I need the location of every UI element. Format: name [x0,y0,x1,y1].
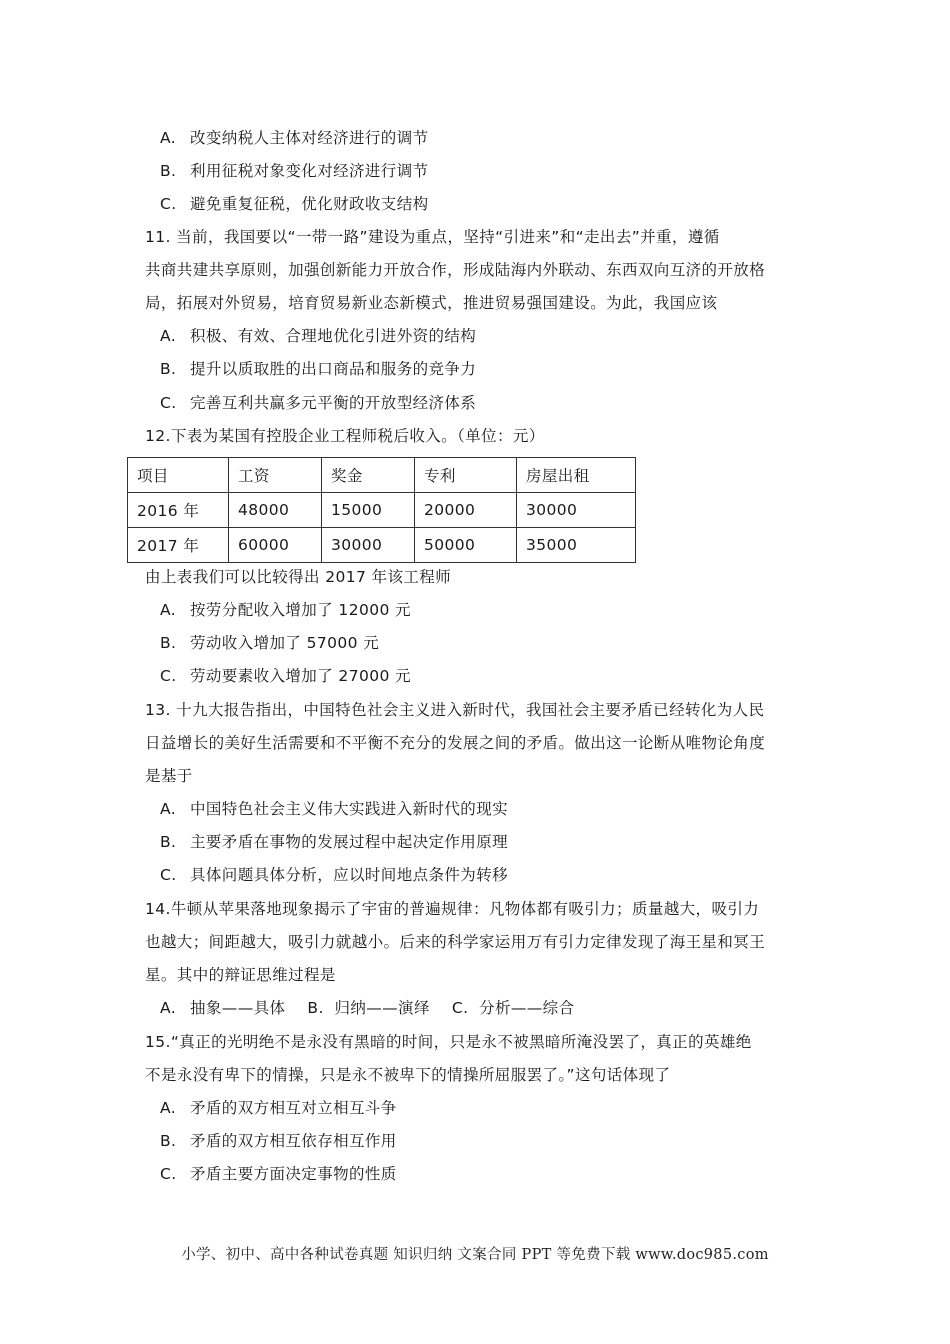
table-cell: 2016 年 [128,493,229,528]
income-table [127,457,636,563]
q11-stem-line-3: 局，拓展对外贸易，培育贸易新业态新模式，推进贸易强国建设。为此，我国应该 [145,294,718,312]
q13-stem-line-2: 日益增长的美好生活需要和不平衡不充分的发展之间的矛盾。做出这一论断从唯物论角度 [145,734,766,752]
table-header-cell: 专利 [415,458,517,493]
q13-option-a: A. 中国特色社会主义伟大实践进入新时代的现实 [160,800,509,818]
q14-stem-line-1: 14.牛顿从苹果落地现象揭示了宇宙的普遍规律：凡物体都有吸引力；质量越大，吸引力 [145,900,760,918]
q14-option-a-text: 抽象——具体 [190,999,286,1017]
q12-option-b: B. 劳动收入增加了 57000 元 [160,634,380,652]
q10-option-c: C. 避免重复征税，优化财政收支结构 [160,195,429,213]
table-header-cell: 项目 [128,458,229,493]
table-row [128,528,636,563]
q14-option-a-label: A. [160,999,177,1017]
table-cell: 30000 [322,528,415,563]
table-cell: 20000 [415,493,517,528]
q10-option-a: A. 改变纳税人主体对经济进行的调节 [160,129,429,147]
q13-stem-line-1: 13. 十九大报告指出，中国特色社会主义进入新时代，我国社会主要矛盾已经转化为人民 [145,701,765,719]
q14-option-c-label: C. [451,999,469,1017]
q11-option-c: C. 完善互利共赢多元平衡的开放型经济体系 [160,394,477,412]
table-cell: 2017 年 [128,528,229,563]
page-footer: 小学、初中、高中各种试卷真题 知识归纳 文案合同 PPT 等免费下载 www.doc985.com [181,1247,769,1263]
q15-option-a: A. 矛盾的双方相互对立相互斗争 [160,1099,397,1117]
q12-option-a: A. 按劳分配收入增加了 12000 元 [160,601,411,619]
q14-option-b-label: B. [307,999,324,1017]
table-cell: 50000 [415,528,517,563]
q14-option-b-text: 归纳——演绎 [334,999,430,1017]
table-row [128,493,636,528]
q11-option-b: B. 提升以质取胜的出口商品和服务的竞争力 [160,360,477,378]
q13-option-c: C. 具体问题具体分析，应以时间地点条件为转移 [160,866,509,884]
table-header-cell: 工资 [229,458,322,493]
q12-after-table: 由上表我们可以比较得出 2017 年该工程师 [145,568,452,586]
q10-option-b: B. 利用征税对象变化对经济进行调节 [160,162,429,180]
table-cell: 60000 [229,528,322,563]
table-cell: 15000 [322,493,415,528]
q11-stem-line-2: 共商共建共享原则，加强创新能力开放合作，形成陆海内外联动、东西双向互济的开放格 [145,261,766,279]
q11-option-a: A. 积极、有效、合理地优化引进外资的结构 [160,327,477,345]
table-header-row [128,458,636,493]
q15-stem-line-2: 不是永没有卑下的情操，只是永不被卑下的情操所屈服罢了。”这句话体现了 [145,1066,671,1084]
q14-stem-line-2: 也越大；间距越大，吸引力就越小。后来的科学家运用万有引力定律发现了海王星和冥王 [145,933,766,951]
table-header-cell: 房屋出租 [517,458,636,493]
table-header-cell: 奖金 [322,458,415,493]
q14-options-row [160,997,574,1019]
table-cell: 35000 [517,528,636,563]
q14-stem-line-3: 星。其中的辩证思维过程是 [145,966,336,984]
q15-stem-line-1: 15.“真正的光明绝不是永没有黑暗的时间，只是永不被黑暗所淹没罢了，真正的英雄绝 [145,1033,752,1051]
q12-option-c: C. 劳动要素收入增加了 27000 元 [160,667,411,685]
q12-stem: 12.下表为某国有控股企业工程师税后收入。（单位：元） [145,427,545,445]
q11-stem-line-1: 11. 当前，我国要以“一带一路”建设为重点，坚持“引进来”和“走出去”并重，遵循 [145,228,720,246]
q13-option-b: B. 主要矛盾在事物的发展过程中起决定作用原理 [160,833,509,851]
table-cell: 48000 [229,493,322,528]
q14-option-c-text: 分析——综合 [479,999,575,1017]
q15-option-b: B. 矛盾的双方相互依存相互作用 [160,1132,397,1150]
q15-option-c: C. 矛盾主要方面决定事物的性质 [160,1165,397,1183]
q13-stem-line-3: 是基于 [145,767,193,785]
table-cell: 30000 [517,493,636,528]
